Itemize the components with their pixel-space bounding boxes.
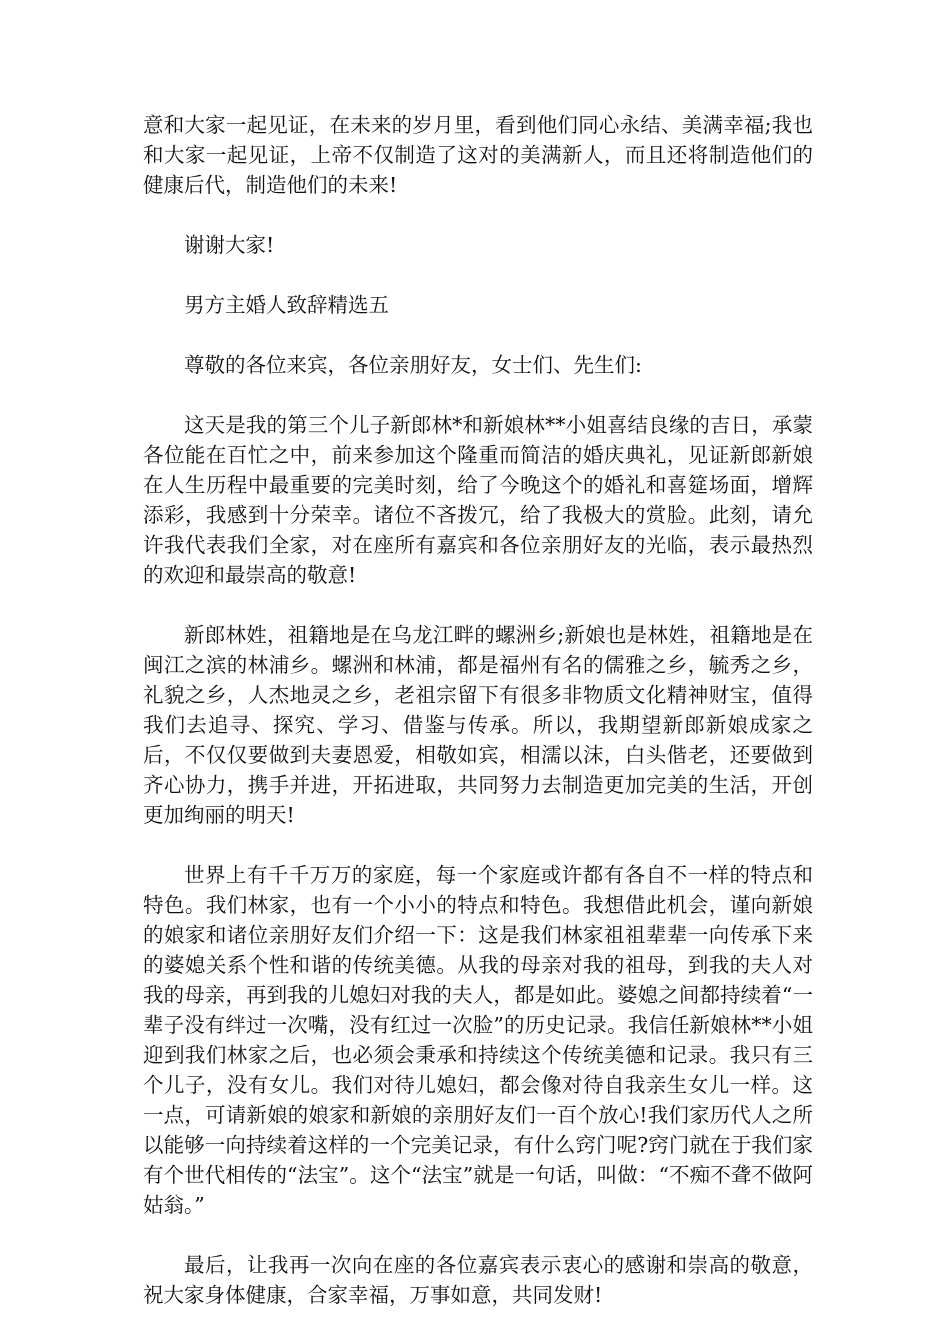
- document-body: [143, 110, 813, 1340]
- salutation: 尊敬的各位来宾，各位亲朋好友，女士们、先生们:: [184, 353, 642, 377]
- paragraph-thanks: 谢谢大家!: [184, 233, 275, 257]
- section-title: 男方主婚人致辞精选五: [184, 293, 389, 317]
- paragraph-welcome: 这天是我的第三个儿子新郎林*和新娘林**小姐喜结良缘的吉日，承蒙各位能在百忙之中，前来参加这个隆重而简洁的婚庆典礼，见证新郎新娘在人生历程中最重要的完美时刻，给了今晚这个的婚礼和喜筵场面，增辉添彩，我感到十分荣幸。诸位不吝拨冗，给了我极大的赏脸。此刻，请允许我代表我们全家，对在座所有嘉宾和各位亲朋好友的光临，表示最热烈的欢迎和最崇高的敬意!: [143, 413, 813, 587]
- paragraph-closing: 最后，让我再一次向在座的各位嘉宾表示衷心的感谢和崇高的敬意，祝大家身体健康，合家幸福，万事如意，共同发财!: [143, 1253, 813, 1307]
- paragraph-hometown: 新郎林姓，祖籍地是在乌龙江畔的螺洲乡;新娘也是林姓，祖籍地是在闽江之滨的林浦乡。螺洲和林浦，都是福州有名的儒雅之乡，毓秀之乡，礼貌之乡，人杰地灵之乡，老祖宗留下有很多非物质文化精神财宝，值得我们去追寻、探究、学习、借鉴与传承。所以，我期望新郎新娘成家之后，不仅仅要做到夫妻恩爱，相敬如宾，相濡以沫，白头偕老，还要做到齐心协力，携手并进，开拓进取，共同努力去制造更加完美的生活，开创更加绚丽的明天!: [143, 623, 813, 827]
- paragraph-continued: 意和大家一起见证，在未来的岁月里，看到他们同心永结、美满幸福;我也和大家一起见证，上帝不仅制造了这对的美满新人，而且还将制造他们的健康后代，制造他们的未来!: [143, 113, 813, 197]
- paragraph-family-tradition: 世界上有千千万万的家庭，每一个家庭或许都有各自不一样的特点和特色。我们林家，也有一个小小的特点和特色。我想借此机会，谨向新娘的娘家和诸位亲朋好友们介绍一下：这是我们林家祖祖辈辈一向传承下来的婆媳关系个性和谐的传统美德。从我的母亲对我的祖母，到我的夫人对我的母亲，再到我的儿媳妇对我的夫人，都是如此。婆媳之间都持续着“一辈子没有绊过一次嘴，没有红过一次脸”的历史记录。我信任新娘林**小姐迎到我们林家之后，也必须会秉承和持续这个传统美德和记录。我只有三个儿子，没有女儿。我们对待儿媳妇，都会像对待自我亲生女儿一样。这一点，可请新娘的娘家和新娘的亲朋好友们一百个放心!我们家历代人之所以能够一向持续着这样的一个完美记录，有什么窍门呢?窍门就在于我们家有个世代相传的“法宝”。这个“法宝”就是一句话，叫做：“不痴不聋不做阿姑翁。”: [143, 863, 813, 1217]
